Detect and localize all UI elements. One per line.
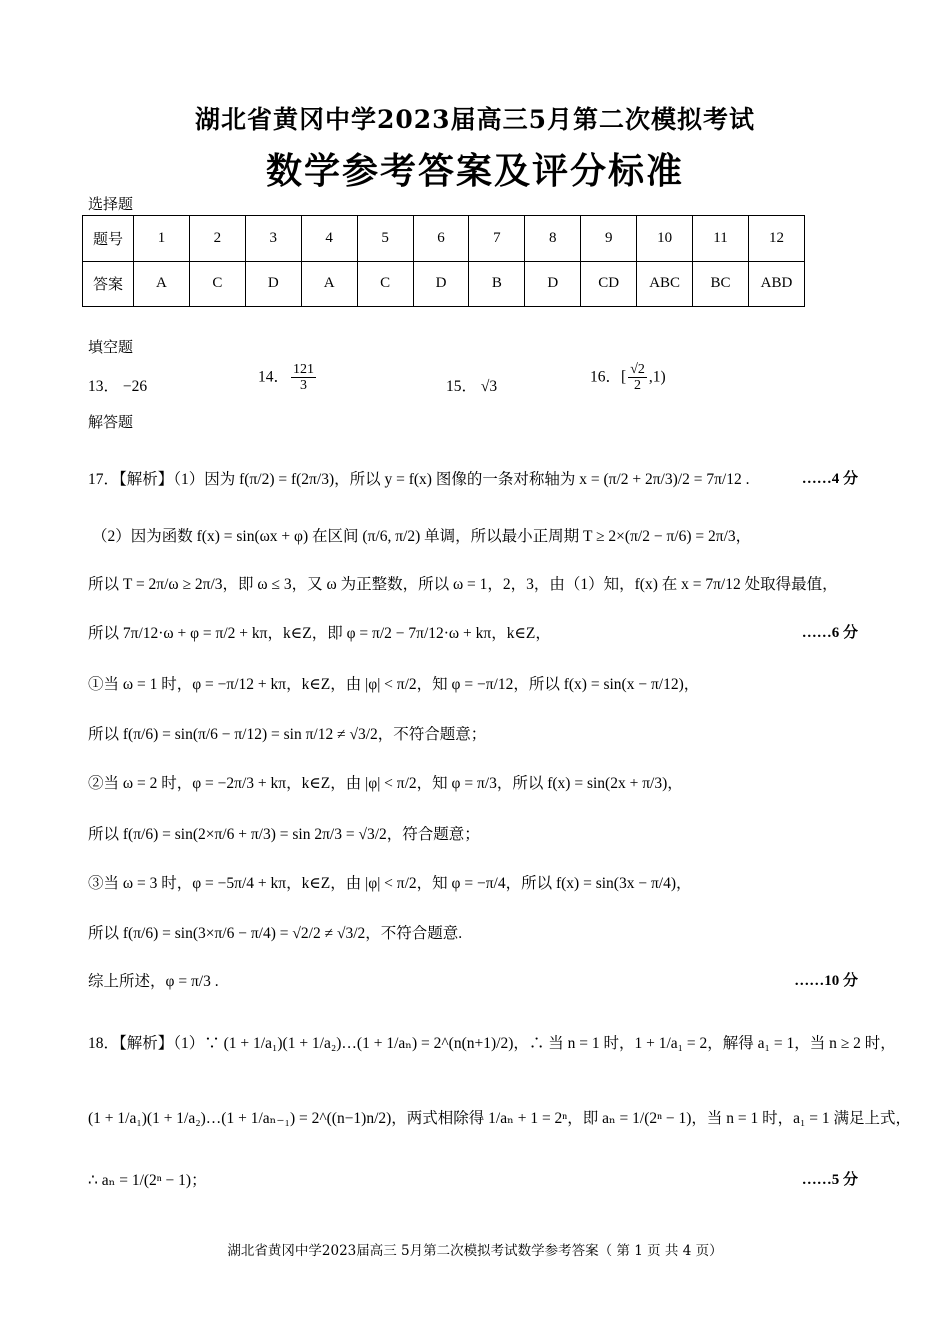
solution-17-line: ③当 ω = 3 时，φ = −5π/4 + kπ，k∈Z，由 |φ| < π/2，知 φ = −π/4，所以 f(x) = sin(3x − π/4)， (88, 875, 692, 892)
question-number-cell: 11 (693, 216, 749, 262)
question-number-cell: 9 (581, 216, 637, 262)
question-number-cell: 3 (245, 216, 301, 262)
fraction (628, 362, 647, 394)
solution-18-line: ∴ aₙ = 1/(2ⁿ − 1)； (88, 1172, 207, 1189)
question-number-cell: 1 (134, 216, 190, 262)
solution-17-line: ②当 ω = 2 时，φ = −2π/3 + kπ，k∈Z，由 |φ| < π/2，知 φ = π/3，所以 f(x) = sin(2x + π/3)， (88, 775, 683, 792)
answer-cell: C (357, 261, 413, 307)
answer-cell: BC (693, 261, 749, 307)
score-mark: ……6 分 (801, 625, 858, 641)
choice-answer-table (82, 215, 805, 307)
answer-row (83, 261, 805, 307)
question-number-cell: 4 (301, 216, 357, 262)
answer-cell: A (134, 261, 190, 307)
solution-17-line: 所以 7π/12·ω + φ = π/2 + kπ，k∈Z，即 φ = π/2 − 7π/12·ω + kπ，k∈Z， (88, 625, 551, 642)
answer-13: 13． −26 (88, 378, 148, 395)
question-number-cell: 12 (748, 216, 804, 262)
solution-17-line: 所以 f(π/6) = sin(2×π/6 + π/3) = sin 2π/3 = √3/2，符合题意； (88, 826, 480, 843)
solution-17-line: 所以 f(π/6) = sin(3×π/6 − π/4) = √2/2 ≠ √3/2，不符合题意. (88, 925, 463, 942)
answer-16-open-bracket: [ (621, 368, 627, 386)
numerator: 121 (293, 362, 315, 377)
answer-cell: D (413, 261, 469, 307)
answer-cell: ABD (748, 261, 804, 307)
answer-16-label: 16． (590, 368, 622, 386)
score-mark: ……10 分 (794, 973, 858, 989)
denominator: 3 (300, 378, 308, 394)
fraction (291, 362, 316, 394)
question-number-cell: 5 (357, 216, 413, 262)
solution-17-line: ①当 ω = 1 时，φ = −π/12 + kπ，k∈Z，由 |φ| < π/2，知 φ = −π/12，所以 f(x) = sin(x − π/12)， (88, 676, 700, 693)
question-number-cell: 6 (413, 216, 469, 262)
section-fill-heading: 填空题 (88, 338, 134, 356)
question-number-cell: 10 (637, 216, 693, 262)
solution-18-line: 18．【解析】（1）∵ (1 + 1/a₁)(1 + 1/a₂)…(1 + 1/aₙ) = 2^(n(n+1)/2)，∴ 当 n = 1 时，1 + 1/a₁ = 2，解得 a₁ = 1，当 n ≥ 2 时， (88, 1035, 896, 1052)
row-label-question-number: 题号 (83, 216, 134, 262)
exam-title: 湖北省黄冈中学2023届高三5月第二次模拟考试 (195, 105, 755, 134)
question-number-cell: 7 (469, 216, 525, 262)
answer-14 (258, 362, 318, 394)
answer-cell: C (189, 261, 245, 307)
solution-17-line: 所以 f(π/6) = sin(π/6 − π/12) = sin π/12 ≠ √3/2，不符合题意； (88, 726, 487, 743)
document-title: 数学参考答案及评分标准 (265, 150, 684, 192)
answer-cell: A (301, 261, 357, 307)
numerator: √2 (630, 362, 645, 377)
section-solve-heading: 解答题 (88, 413, 134, 431)
answer-cell: CD (581, 261, 637, 307)
answer-cell: B (469, 261, 525, 307)
solution-17-line: 综上所述，φ = π/3 . (88, 973, 219, 990)
solution-17-line: （2）因为函数 f(x) = sin(ωx + φ) 在区间 (π/6, π/2) 单调，所以最小正周期 T ≥ 2×(π/2 − π/6) = 2π/3， (92, 528, 752, 545)
page-footer: 湖北省黄冈中学2023届高三 5月第二次模拟考试数学参考答案（ 第 1 页 共 4 页） (227, 1243, 723, 1259)
question-number-row (83, 216, 805, 262)
section-choice-heading: 选择题 (88, 195, 134, 213)
answer-cell: D (245, 261, 301, 307)
solution-18-line: (1 + 1/a₁)(1 + 1/a₂)…(1 + 1/aₙ₋₁) = 2^((n−1)n/2)，两式相除得 1/aₙ + 1 = 2ⁿ，即 aₙ = 1/(2ⁿ − 1)，当 n = 1 时，a₁ = 1 满足上式， (88, 1110, 912, 1127)
denominator: 2 (634, 378, 642, 394)
answer-cell: D (525, 261, 581, 307)
solution-17-line: 17．【解析】（1）因为 f(π/2) = f(2π/3)，所以 y = f(x) 图像的一条对称轴为 x = (π/2 + 2π/3)/2 = 7π/12 . (88, 471, 750, 488)
score-mark: ……4 分 (801, 471, 858, 487)
answer-16-close: ,1) (648, 368, 666, 386)
answer-cell: ABC (637, 261, 693, 307)
solution-17-line: 所以 T = 2π/ω ≥ 2π/3，即 ω ≤ 3，又 ω 为正整数，所以 ω = 1，2，3，由（1）知，f(x) 在 x = 7π/12 处取得最值， (88, 576, 838, 593)
question-number-cell: 8 (525, 216, 581, 262)
row-label-answer: 答案 (83, 261, 134, 307)
question-number-cell: 2 (189, 216, 245, 262)
answer-15: 15． √3 (446, 378, 498, 395)
answer-14-label: 14． (258, 368, 290, 386)
answer-16 (590, 362, 666, 394)
score-mark: ……5 分 (801, 1172, 858, 1188)
